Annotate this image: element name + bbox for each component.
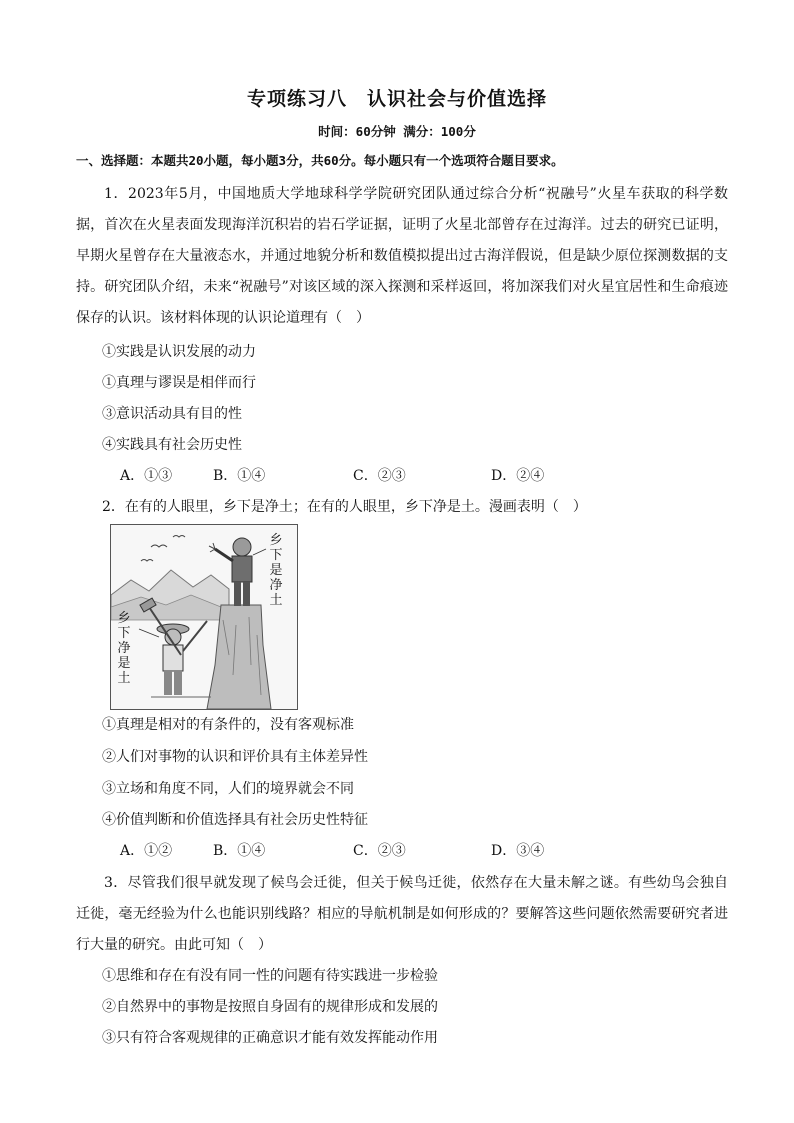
question-1-stem: 1．2023年5月，中国地质大学地球科学学院研究团队通过综合分析“祝融号”火星车获取的科学数据，首次在火星表面发现海洋沉积岩的岩石学证据，证明了火星北部曾存在过海洋。过去的研究已证明，早期火星曾存在大量液态水，并通过地貌分析和数值模拟提出过古海洋假说，但是缺少原位探测数据的支持。研究团队介绍，未来“祝融号”对该区域的深入探测和采样返回，将加深我们对火星宜居性和生命痕迹保存的认识。该材料体现的认识论道理有（ ） [76, 186, 728, 326]
question-2-choice-a[interactable]: A．①② [120, 843, 173, 859]
question-3-option-1: ①思维和存在有没有同一性的问题有待实践进一步检验 [102, 968, 438, 984]
question-2-choice-c[interactable]: C．②③ [353, 843, 406, 859]
question-1-choice-b[interactable]: B．①④ [213, 468, 266, 484]
question-3-option-2: ②自然界中的事物是按照自身固有的规律形成和发展的 [102, 999, 438, 1015]
question-2-choice-b[interactable]: B．①④ [213, 843, 266, 859]
cartoon-right-caption: 乡下是净土 [269, 533, 283, 608]
page-title: 专项练习八 认识社会与价值选择 [246, 88, 547, 110]
question-2-choices [120, 841, 580, 861]
question-2-option-1: ①真理是相对的有条件的，没有客观标准 [102, 717, 354, 733]
question-1-choices [120, 466, 580, 486]
question-2-option-4: ④价值判断和价值选择具有社会历史性特征 [102, 812, 368, 828]
cartoon-left-caption: 乡下净是土 [117, 611, 131, 686]
question-3-option-3: ③只有符合客观规律的正确意识才能有效发挥能动作用 [102, 1030, 438, 1046]
question-1-option-4: ④实践具有社会历史性 [102, 437, 242, 453]
question-1-option-2: ①真理与谬误是相伴而行 [102, 375, 256, 391]
question-2-option-3: ③立场和角度不同，人们的境界就会不同 [102, 781, 354, 797]
question-2-stem: 2．在有的人眼里，乡下是净土；在有的人眼里，乡下净是土。漫画表明（ ） [102, 499, 587, 515]
question-1-option-3: ③意识活动具有目的性 [102, 406, 242, 422]
question-1-choice-d[interactable]: D．②④ [491, 468, 545, 484]
question-1-choice-a[interactable]: A．①③ [120, 468, 173, 484]
section-heading: 一、选择题：本题共20小题，每小题3分，共60分。每小题只有一个选项符合题目要求。 [76, 153, 564, 168]
question-1-option-1: ①实践是认识发展的动力 [102, 344, 256, 360]
question-1-choice-c[interactable]: C．②③ [353, 468, 406, 484]
question-2-option-2: ②人们对事物的认识和评价具有主体差异性 [102, 749, 368, 765]
question-2-choice-d[interactable]: D．③④ [491, 843, 545, 859]
cartoon-image [110, 524, 298, 710]
question-3-stem: 3．尽管我们很早就发现了候鸟会迁徙，但关于候鸟迁徙，依然存在大量未解之谜。有些幼鸟会独自迁徙，毫无经验为什么也能识别线路？相应的导航机制是如何形成的？要解答这些问题依然需要研究者进行大量的研究。由此可知（ ） [76, 875, 728, 953]
exam-time-info: 时间：60分钟 满分：100分 [318, 124, 476, 139]
